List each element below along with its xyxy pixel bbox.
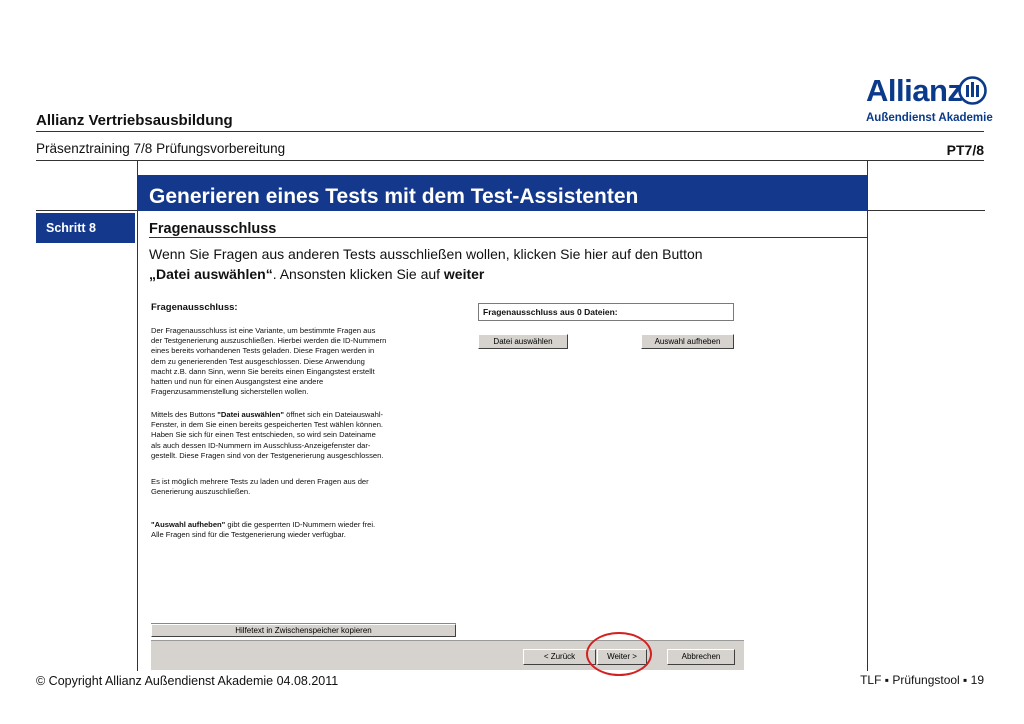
- help-paragraph-3: [151, 477, 443, 497]
- help-bold-text: "Auswahl aufheben": [151, 520, 226, 529]
- content-frame-right-line: [867, 161, 868, 671]
- page-code: PT7/8: [946, 142, 984, 158]
- help-line: der Testgenerierung auszuschließen. Hierbei werden die ID-Nummern: [151, 336, 387, 346]
- header-divider-bottom: [36, 160, 984, 161]
- help-line: Haben Sie sich für einen Test entschieden, so wird sein Dateiname: [151, 430, 376, 440]
- back-button[interactable]: < Zurück: [523, 649, 596, 665]
- help-line: Der Fragenausschluss ist eine Variante, um bestimmte Fragen aus: [151, 326, 376, 335]
- instruction-next-word: weiter: [443, 266, 485, 282]
- step-divider-left: [36, 210, 137, 211]
- footer-page-info: TLF ▪ Prüfungstool ▪ 19: [860, 673, 984, 687]
- section-divider: [149, 237, 867, 238]
- excluded-files-field[interactable]: Fragenausschluss aus 0 Dateien:: [478, 303, 734, 321]
- allianz-logo-wordmark: Allianz: [866, 73, 963, 108]
- help-paragraph-4: [151, 520, 443, 540]
- cancel-button[interactable]: Abbrechen: [667, 649, 735, 665]
- instruction-mid: . Ansonsten klicken Sie auf: [272, 266, 444, 282]
- help-paragraph-2: [151, 410, 443, 461]
- next-button[interactable]: Weiter >: [597, 649, 647, 665]
- select-file-button[interactable]: Datei auswählen: [478, 334, 568, 349]
- help-line: [151, 520, 443, 530]
- help-line: Generierung auszuschließen.: [151, 487, 251, 497]
- help-line: als auch dessen ID-Nummern im Ausschluss-Anzeigefenster dar-: [151, 440, 371, 450]
- help-line: hatten und nun für einen Ausgangstest eine andere: [151, 377, 324, 387]
- copy-help-text-button[interactable]: Hilfetext in Zwischenspeicher kopieren: [151, 624, 456, 637]
- help-line: Alle Fragen sind für die Testgenerierung wieder verfügbar.: [151, 530, 346, 540]
- help-line: [151, 410, 443, 420]
- help-text: öffnet sich ein Dateiauswahl-: [283, 410, 384, 419]
- allianz-logo-subtitle: Außendienst Akademie: [866, 112, 993, 124]
- instruction-button-name: „Datei auswählen“: [149, 266, 273, 282]
- copyright-footer: © Copyright Allianz Außendienst Akademie 04.08.2011: [36, 674, 339, 688]
- clear-selection-button[interactable]: Auswahl aufheben: [641, 334, 734, 349]
- instruction-text: [149, 244, 861, 284]
- dialog-heading: Fragenausschluss:: [151, 302, 238, 313]
- help-bold-text: "Datei auswählen": [217, 410, 284, 419]
- next-button-highlight-circle: [586, 632, 652, 676]
- org-title: Allianz Vertriebsausbildung: [36, 112, 233, 129]
- help-line: Es ist möglich mehrere Tests zu laden und deren Fragen aus der: [151, 477, 369, 486]
- instruction-line1: Wenn Sie Fragen aus anderen Tests ausschließen wollen, klicken Sie hier auf den Button: [149, 246, 703, 262]
- wizard-button-bar: [151, 640, 744, 670]
- step-divider-right: [867, 210, 985, 211]
- help-paragraph-1: [151, 326, 443, 397]
- help-line: eines bereits vorhandenen Tests geladen. Diese Fragen werden in: [151, 346, 375, 356]
- help-line: Fragenzusammenstellung sicherstellen wollen.: [151, 387, 309, 397]
- help-line: gestellt. Diese Fragen sind von der Testgenerierung ausgeschlossen.: [151, 450, 384, 460]
- help-text: Mittels des Buttons: [151, 410, 218, 419]
- header-divider-top: [36, 131, 984, 132]
- step-badge: Schritt 8: [36, 213, 135, 243]
- help-text: gibt die gesperrten ID-Nummern wieder frei.: [225, 520, 376, 529]
- section-title: Fragenausschluss: [149, 221, 277, 237]
- content-frame-left-line: [137, 161, 138, 671]
- course-title: Präsenztraining 7/8 Prüfungsvorbereitung: [36, 141, 286, 156]
- allianz-eagle-mark-icon: [958, 76, 987, 105]
- slide-title: Generieren eines Tests mit dem Test-Assistenten: [149, 185, 639, 208]
- help-line: macht z.B. dann Sinn, wenn Sie bereits einen Eingangstest erstellt: [151, 366, 375, 376]
- help-line: Fenster, in dem Sie einen bereits gespeicherten Test wählen können.: [151, 420, 384, 430]
- help-line: dem zu generierenden Test ausgeschlossen. Diese Anwendung: [151, 356, 365, 366]
